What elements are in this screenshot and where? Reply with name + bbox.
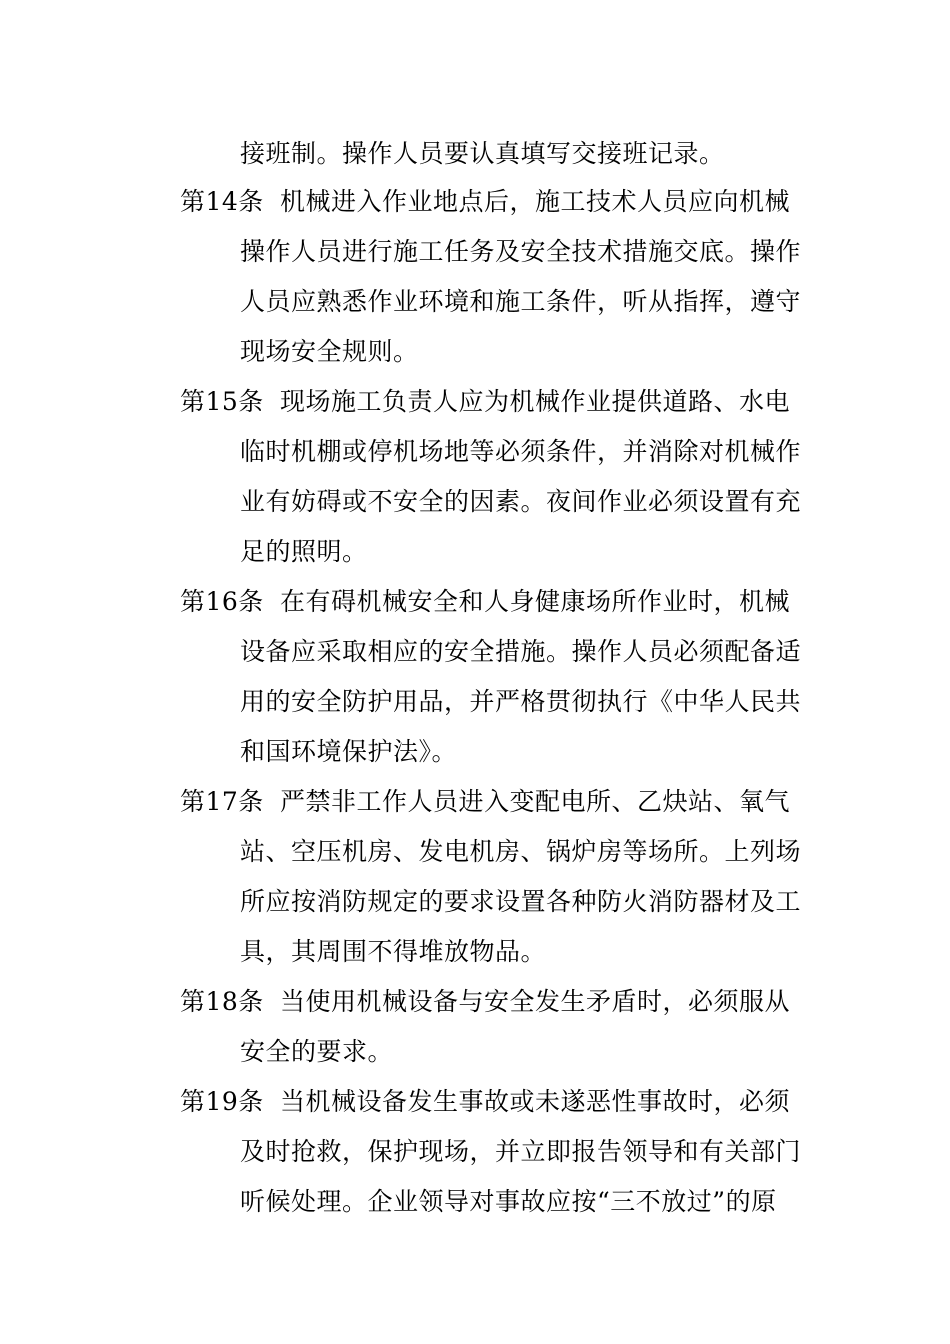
article-15-line: 临时机棚或停机场地等必须条件，并消除对机械作 (240, 437, 802, 466)
article-14-line: 人员应熟悉作业环境和施工条件，听从指挥，遵守 (240, 287, 802, 316)
article-16-line: 用的安全防护用品，并严格贯彻执行《中华人民共 (240, 687, 802, 716)
article-17-first-line (180, 787, 790, 817)
article-14-line: 现场安全规则。 (240, 337, 419, 366)
article-17-line: 站、空压机房、发电机房、锅炉房等场所。上列场 (240, 837, 802, 866)
article-19-first-line (180, 1087, 790, 1117)
article-19-line: 听候处理。企业领导对事故应按“三不放过”的原 (240, 1187, 777, 1216)
article-18-label: 第18条 (180, 987, 264, 1016)
article-16-first-line (180, 587, 790, 617)
article-17-label: 第17条 (180, 787, 264, 816)
article-16-line: 设备应采取相应的安全措施。操作人员必须配备适 (240, 637, 802, 666)
article-15-text: 现场施工负责人应为机械作业提供道路、水电 (280, 387, 791, 416)
article-16-text: 在有碍机械安全和人身健康场所作业时，机械 (280, 587, 791, 616)
article-16-line: 和国环境保护法》。 (240, 737, 458, 766)
article-18-first-line (180, 987, 790, 1017)
article-15-first-line (180, 387, 790, 417)
article-14-line: 操作人员进行施工任务及安全技术措施交底。操作 (240, 237, 802, 266)
article-14-text: 机械进入作业地点后，施工技术人员应向机械 (280, 187, 791, 216)
article-19-text: 当机械设备发生事故或未遂恶性事故时，必须 (280, 1087, 791, 1116)
article-15-line: 足的照明。 (240, 537, 368, 566)
article-19-line: 及时抢救，保护现场，并立即报告领导和有关部门 (240, 1137, 802, 1166)
article-14-first-line (180, 187, 790, 217)
article-19-label: 第19条 (180, 1087, 264, 1116)
article-15-label: 第15条 (180, 387, 264, 416)
lead-in-line: 接班制。操作人员要认真填写交接班记录。 (240, 139, 725, 168)
article-17-line: 所应按消防规定的要求设置各种防火消防器材及工 (240, 887, 802, 916)
article-16-label: 第16条 (180, 587, 264, 616)
article-18-text: 当使用机械设备与安全发生矛盾时，必须服从 (280, 987, 791, 1016)
article-15-line: 业有妨碍或不安全的因素。夜间作业必须设置有充 (240, 487, 802, 516)
article-17-line: 具，其周围不得堆放物品。 (240, 937, 547, 966)
article-18-line: 安全的要求。 (240, 1037, 394, 1066)
article-17-text: 严禁非工作人员进入变配电所、乙炔站、氧气 (280, 787, 791, 816)
article-14-label: 第14条 (180, 187, 264, 216)
